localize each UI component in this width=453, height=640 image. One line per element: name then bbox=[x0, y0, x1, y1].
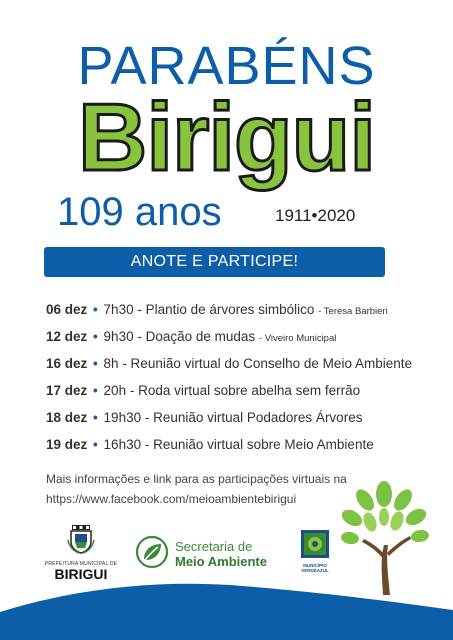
secretaria-line2: Meio Ambiente bbox=[175, 554, 267, 569]
event-date: 19 dez bbox=[46, 437, 88, 452]
prefeitura-birigui-logo bbox=[42, 524, 120, 581]
title-birigui: Birigui bbox=[78, 84, 375, 191]
bullet-icon: • bbox=[93, 302, 98, 317]
facebook-link[interactable]: https://www.facebook.com/meioambientebirigui bbox=[46, 492, 297, 506]
bullet-icon: • bbox=[93, 437, 98, 452]
bullet-icon: • bbox=[93, 410, 98, 425]
event-date: 17 dez bbox=[46, 383, 88, 398]
list-item bbox=[46, 300, 446, 327]
secretaria-line1: Secretaria de bbox=[175, 539, 253, 554]
event-list bbox=[46, 300, 446, 462]
prefeitura-label: PREFEITURA MUNICIPAL DE bbox=[44, 561, 118, 567]
title-parabens: PARABÉNS bbox=[77, 36, 376, 96]
event-date: 16 dez bbox=[46, 356, 88, 371]
event-text: 7h30 - Plantio de árvores simbólico bbox=[103, 302, 315, 317]
list-item bbox=[46, 327, 446, 354]
verdeazul-line2: VERDEAZUL bbox=[301, 568, 329, 573]
coat-of-arms-icon bbox=[67, 524, 95, 554]
verdeazul-badge-icon bbox=[301, 530, 329, 558]
event-location: - Viveiro Municipal bbox=[258, 333, 337, 344]
municipio-verdeazul-logo bbox=[298, 530, 332, 573]
anote-participe-banner: ANOTE E PARTICIPE! bbox=[44, 247, 385, 277]
event-text: 19h30 - Reunião virtual Podadores Árvores bbox=[103, 410, 363, 425]
founding-dates: 1911•2020 bbox=[275, 206, 356, 225]
bullet-icon: • bbox=[93, 356, 98, 371]
event-date: 06 dez bbox=[46, 302, 88, 317]
event-location: - Teresa Barbieri bbox=[318, 306, 388, 317]
info-text bbox=[46, 469, 347, 509]
event-text: 20h - Roda virtual sobre abelha sem ferrão bbox=[103, 383, 361, 398]
list-item bbox=[46, 435, 446, 462]
leaf-circle-icon bbox=[135, 535, 169, 569]
event-date: 12 dez bbox=[46, 329, 88, 344]
list-item bbox=[46, 381, 446, 408]
prefeitura-name: BIRIGUI bbox=[54, 566, 108, 582]
verdeazul-line1: MUNICÍPIO bbox=[303, 563, 327, 568]
tree-icon bbox=[339, 481, 430, 595]
info-line: Mais informações e link para as participações virtuais na bbox=[46, 472, 347, 486]
bullet-icon: • bbox=[93, 383, 98, 398]
event-text: 8h - Reunião virtual do Conselho de Meio Ambiente bbox=[103, 356, 412, 371]
event-text: 9h30 - Doação de mudas bbox=[103, 329, 256, 344]
list-item bbox=[46, 354, 446, 381]
years-label: 109 anos bbox=[57, 190, 222, 234]
event-text: 16h30 - Reunião virtual sobre Meio Ambiente bbox=[103, 437, 374, 452]
secretaria-logo bbox=[135, 535, 267, 574]
list-item bbox=[46, 408, 446, 435]
event-date: 18 dez bbox=[46, 410, 88, 425]
bullet-icon: • bbox=[93, 329, 98, 344]
